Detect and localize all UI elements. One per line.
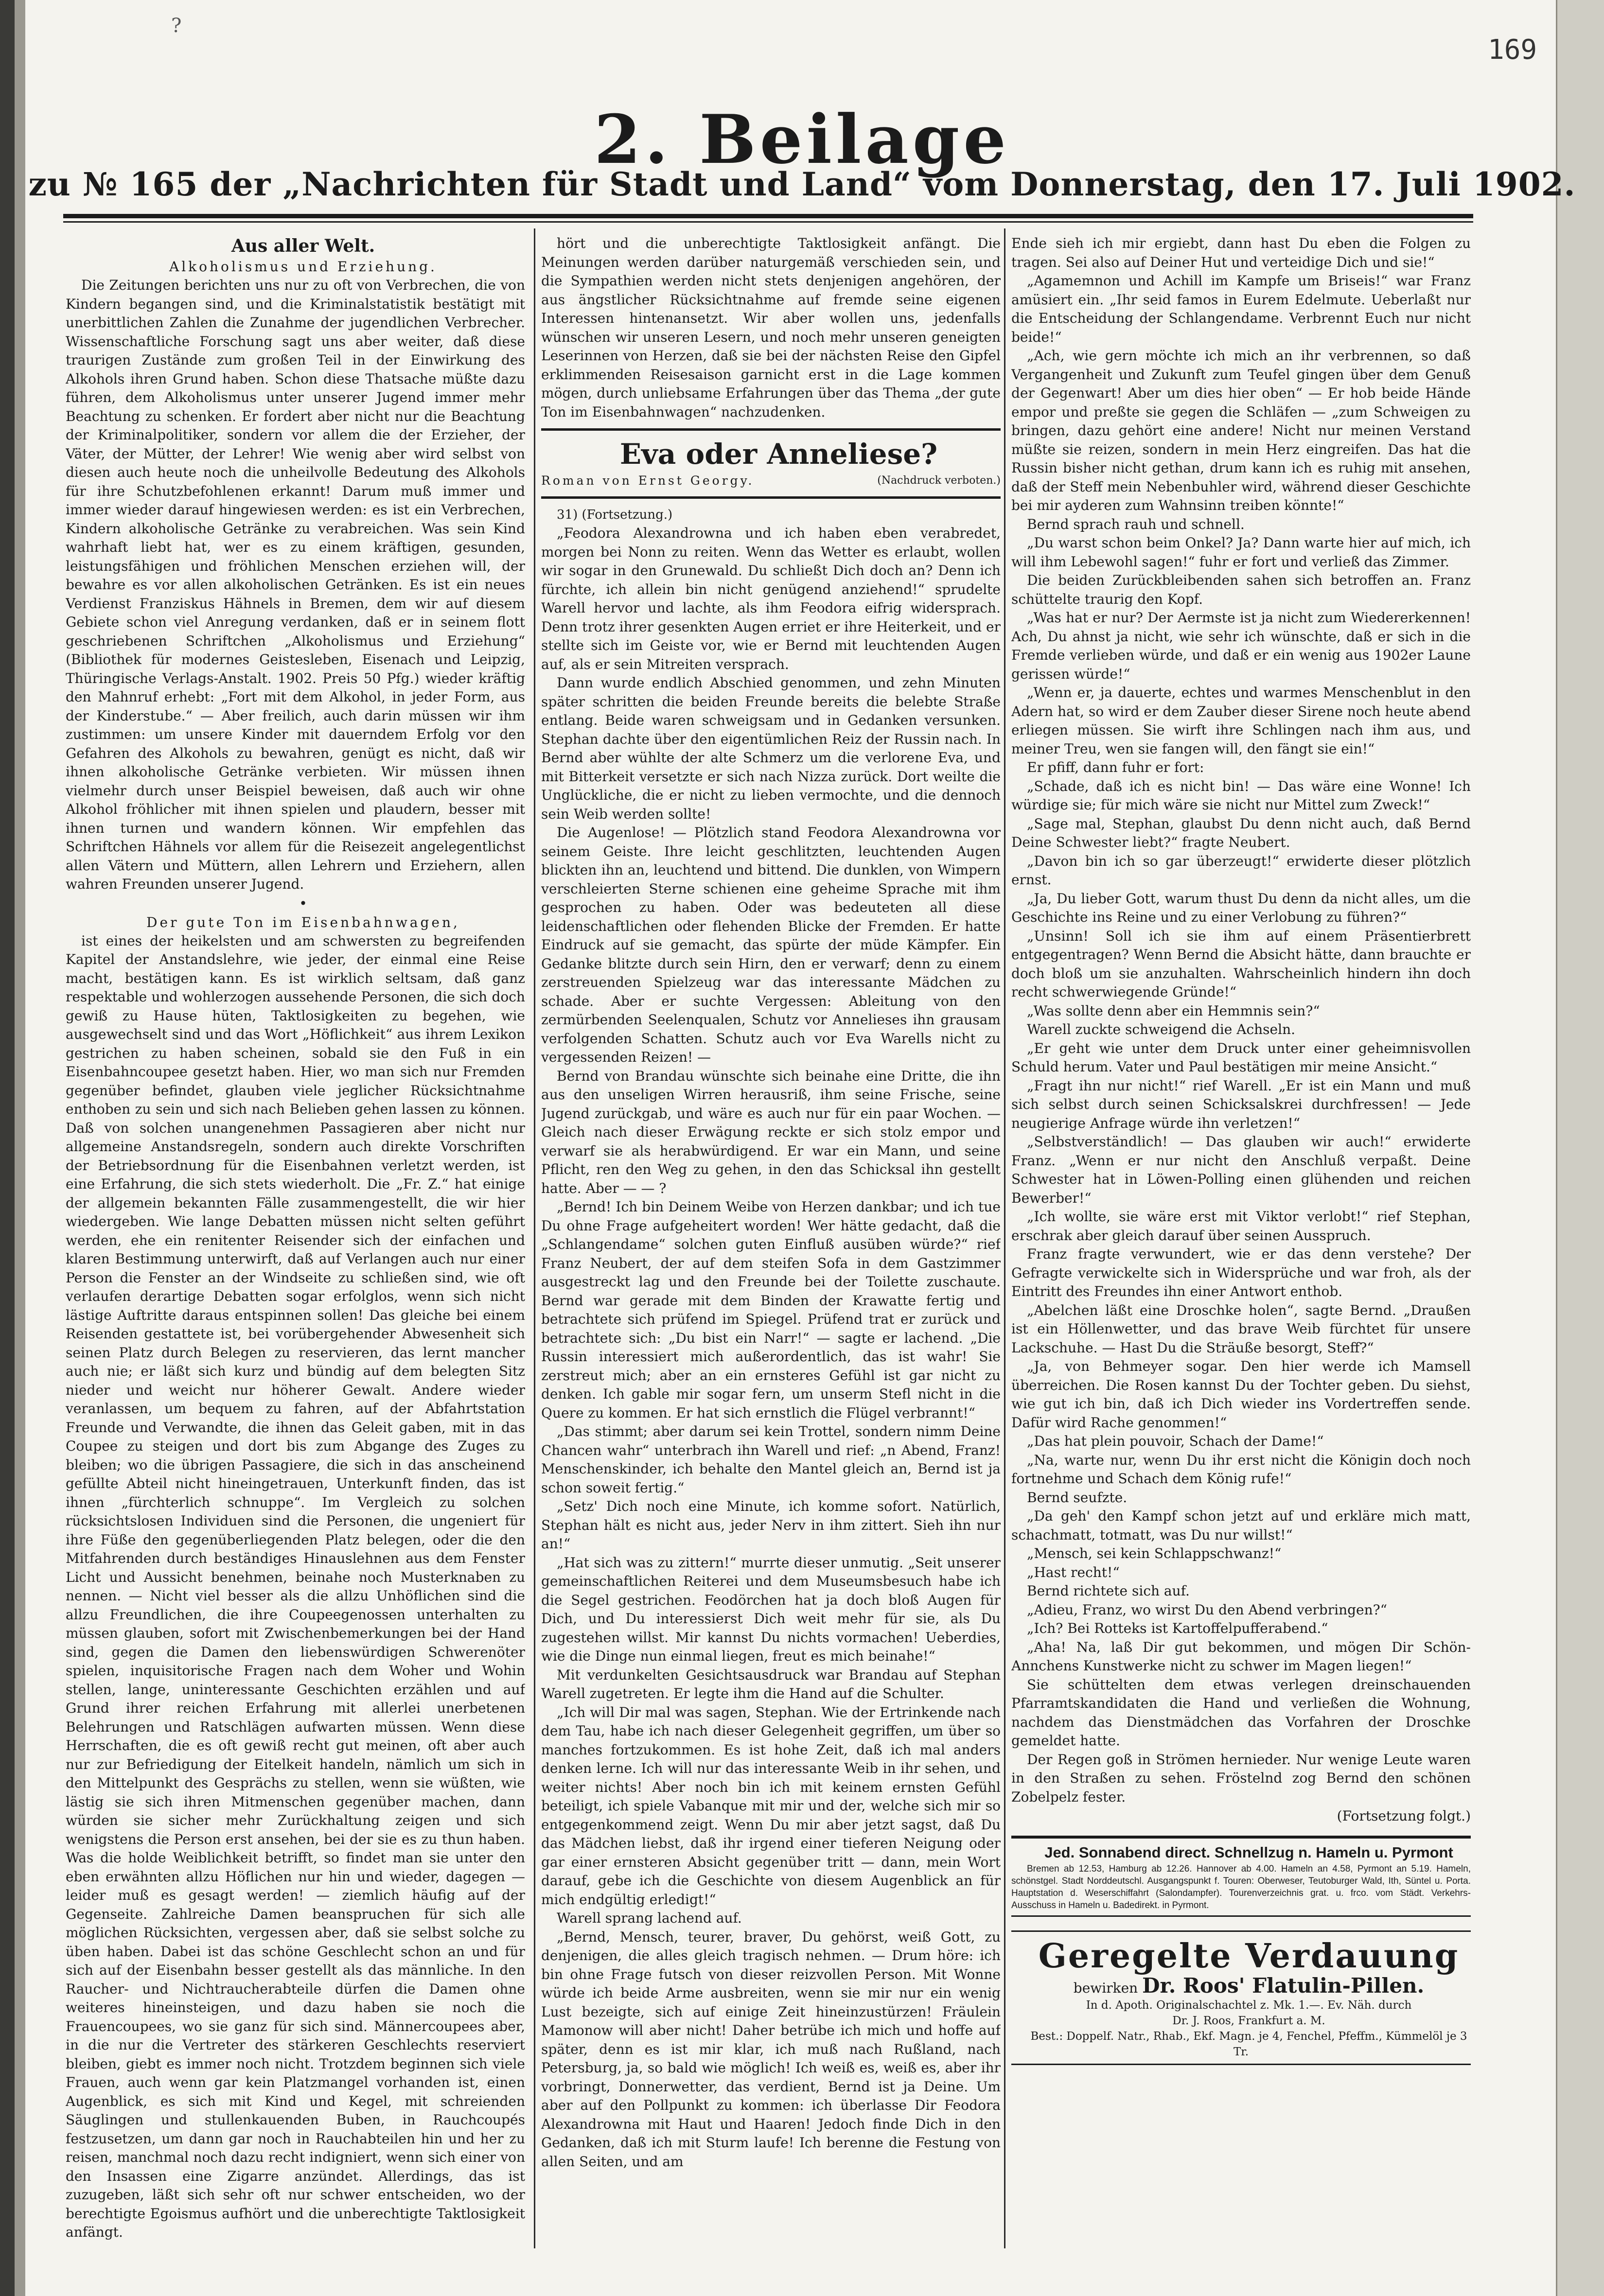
novel-paragraph: „Hat sich was zu zittern!“ murrte dieser unmutig. „Seit unserer gemeinschaftlichen Reiterei und dem Museumsbesuch habe ich die Segel gestrichen. Feodörchen hat ja doch bloß Augen für Dich, und Du interessierst Dich weit mehr für sie, als Du zugestehen willst. Mir kannst Du nichts vormachen! Ueberdies, wie die Dinge nun einmal liegen, freut es mich beinahe!“ bbox=[541, 1554, 1001, 1664]
novel-paragraph: Bernd richtete sich auf. bbox=[1027, 1583, 1190, 1599]
novel-paragraph: „Fragt ihn nur nicht!“ rief Warell. „Er ist ein Mann und muß sich selbst durch seinen Schicksalskrei durchfressen! — Jede neugierige Anfrage würde ihn verletzen!“ bbox=[1011, 1077, 1471, 1131]
advertisement-line-prefix: bewirken bbox=[1073, 1980, 1138, 1996]
novel-author: Roman von Ernst Georgy. bbox=[541, 473, 755, 488]
novel-paragraph: „Ich? Bei Rotteks ist Kartoffelpufferabend.“ bbox=[1027, 1620, 1328, 1636]
novel-paragraph: Er pfiff, dann fuhr er fort: bbox=[1027, 759, 1204, 775]
continued-notice: (Fortsetzung folgt.) bbox=[1337, 1808, 1471, 1824]
column-divider bbox=[1004, 228, 1005, 2248]
masthead-rule-thick bbox=[63, 214, 1473, 218]
novel-paragraph: „Er geht wie unter dem Druck unter einer geheimnisvollen Schuld herum. Vater und Paul bestätigen mir meine Ansicht.“ bbox=[1011, 1040, 1471, 1075]
novel-paragraph: „Sage mal, Stephan, glaubst Du denn nicht auch, daß Bernd Deine Schwester liebt?“ fragte Neubert. bbox=[1011, 815, 1471, 850]
novel-paragraph: „Was hat er nur? Der Aermste ist ja nicht zum Wiedererkennen! Ach, Du ahnst ja nicht, wie sehr ich wünschte, daß er sich in die Fremde verlieben würde, und daß er ein wenig aus 1902er Laune gerissen würde!“ bbox=[1011, 610, 1471, 682]
novel-paragraph: „Unsinn! Soll ich sie ihm auf einem Präsentierbrett entgegentragen? Wenn Bernd die Absicht hätte, dann brauchte er doch bloß um sie anzuhalten. Wahrscheinlich hindern ihn doch recht schwerwiegende Gründe!“ bbox=[1011, 928, 1471, 1000]
column-2 bbox=[541, 234, 1001, 2171]
installment-label: 31) (Fortsetzung.) bbox=[557, 507, 673, 522]
novel-paragraph: Bernd seufzte. bbox=[1027, 1489, 1128, 1506]
novel-paragraph: „Abelchen läßt eine Droschke holen“, sagte Bernd. „Draußen ist ein Höllenwetter, und das brave Weib fürchtet für unsere Lackschuhe. — Hast Du die Sträuße besorgt, Steff?“ bbox=[1011, 1302, 1471, 1356]
novel-paragraph: „Das hat plein pouvoir, Schach der Dame!“ bbox=[1027, 1433, 1324, 1449]
reprint-notice: (Nachdruck verboten.) bbox=[877, 474, 1001, 487]
novel-paragraph: „Bernd! Ich bin Deinem Weibe von Herzen dankbar; und ich tue Du ohne Frage aufgeheitert worden! Wer hätte gedacht, daß die „Schlangendame“ solchen guten Einfluß ausüben würde?“ rief Franz Neubert, der auf dem steifen Sofa in dem Gastzimmer ausgestreckt lag und den Freunde bei der Toilette zuschaute. Bernd war gerade mit dem Binden der Krawatte fertig und betrachtete sich prüfend im Spiegel. Prüfend trat er zurück und betrachtete sich: „Du bist ein Narr!“ — sagte er lachend. „Die Russin interessiert mich außerordentlich, das ist wahr! Sie zerstreut mich; aber an ein ernsteres Gefühl ist gar nicht zu denken. Ich gable mir sogar fern, um unserm Stefl nicht in die Quere zu kommen. Er hat sich ernstlich die Flügel verbrannt!“ bbox=[541, 1199, 1001, 1421]
novel-paragraph: „Mensch, sei kein Schlappschwanz!“ bbox=[1027, 1545, 1282, 1561]
novel-paragraph: „Agamemnon und Achill im Kampfe um Briseis!“ war Franz amüsiert ein. „Ihr seid famos in Eurem Edelmute. Ueberlaßt nur die Entscheidung der Schlangendame. Verbrennt Euch nur nicht beide!“ bbox=[1011, 273, 1471, 345]
novel-paragraph: Mit verdunkelten Gesichtsausdruck war Brandau auf Stephan Warell zugetreten. Er legte ihm die Hand auf die Schulter. bbox=[541, 1666, 1001, 1701]
advertisement-body: Bremen ab 12.53, Hamburg ab 12.26. Hannover ab 4.00. Hameln an 4.58, Pyrmont an 5.19. Hameln, schönstgel. Stadt Norddeutschl. Ausgangspunkt f. Touren: Oberweser, Teutoburger Wald, Ith, Süntel u. Porta. Hauptstation d. Weserschiffahrt (Salondampfer). Tourenverzeichnis grat. u. frco. vom Städt. Verkehrs-Ausschuss in Hameln u. Badedirekt. in Pyrmont. bbox=[1011, 1864, 1471, 1910]
novel-paragraph: „Das stimmt; aber darum sei kein Trottel, sondern nimm Deine Chancen wahr“ unterbrach ihn Warell und rief: „n Abend, Franz! Menschenskinder, ich behalte den Mantel gleich an, Bernd ist ja schon soweit fertig.“ bbox=[541, 1423, 1001, 1496]
novel-paragraph: Die Augenlose! — Plötzlich stand Feodora Alexandrowna vor seinem Geiste. Ihre leicht geschlitzten, leuchtenden Augen blickten ihn an, leuchtend und bittend. Die dunklen, von Wimpern verschleierten Sterne schienen eine geheime Sprache mit ihm gesprochen zu haben. Oder was bedeuteten all diese leidenschaftlichen oder flehenden Blicke der Fremden. Er hatte Eindruck auf sie gemacht, das spürte der müde Kämpfer. Ein Gedanke blitzte durch sein Hirn, den er verwarf; denn zu einem zerstreuenden Spielzeug war das interessante Mädchen zu schade. Aber er suchte Vergessen: Ableitung von den zermürbenden Seelenqualen, Schutz vor Annelieses ihn grausam verfolgenden Schatten. Schutz auch vor Eva Warells nicht zu vergessenden Reizen! — bbox=[541, 824, 1001, 1065]
novel-paragraph: „Ja, von Behmeyer sogar. Den hier werde ich Mamsell überreichen. Die Rosen kannst Du der Tochter geben. Du siehst, wie gut ich bin, daß ich Dich wieder ins Vordertreffen sende. Dafür wird Rache genommen!“ bbox=[1011, 1358, 1471, 1431]
advertisement-product: Dr. Roos' Flatulin-Pillen. bbox=[1142, 1974, 1425, 1998]
article-paragraph: ist eines der heikelsten und am schwersten zu begreifenden Kapitel der Anstandslehre, wie jeder, der einmal eine Reise macht, bestätigen kann. Es ist wirklich seltsam, daß ganz respektable und wohlerzogen aussehende Personen, die sich doch gewiß zu Hause hüten, Taktlosigkeiten zu begehen, wie ausgewechselt sind und das Wort „Höflichkeit“ aus ihrem Lexikon gestrichen zu haben scheinen, sobald sie den Fuß in ein Eisenbahncoupee gesetzt haben. Hier, wo man sich nur Fremden gegenüber befindet, glauben viele jeglicher Rücksichtnahme enthoben zu sein und sich nach Belieben gehen lassen zu können. Daß von solchen unangenehmen Passagieren aber nicht nur allgemeine Anstandsregeln, sondern auch direkte Vorschriften der Betriebsordnung für die Eisenbahnen verletzt werden, ist eine Erfahrung, die sich stets wiederholt. Die „Fr. Z.“ hat einige der allgemein bekannten Fälle zusammengestellt, die wir hier wiedergeben. Wie lange Debatten müssen nicht selten geführt werden, ehe ein renitenter Reisender sich der einfachen und klaren Bestimmung unterwirft, daß auf Verlangen auch nur einer Person die Fenster an der Windseite zu schließen sind, wie oft verlaufen derartige Debatten sogar erfolglos, wenn sich nicht lästige Auftritte daraus entspinnen sollen! Das gleiche bei einem Reisenden gestattete ist, bei vorübergehender Abwesenheit sich seinen Platz durch Belegen zu reservieren, das lernt mancher auch nie; er läßt sich kurz und bündig auf dem belegten Sitz nieder und weicht nur höherer Gewalt. Andere wieder veranlassen, um bequem zu fahren, auf der Abfahrtstation Freunde und Verwandte, die ihnen das Geleit gaben, mit in das Coupee zu steigen und dort bis zum Abgange des Zuges zu bleiben; wo die übrigen Passagiere, die sich in das anscheinend gefüllte Abteil nicht hineingetrauen, Unterkunft finden, das ist ihnen „fürchterlich schnuppe“. Im Vergleich zu solchen rücksichtslosen Individuen sind die Personen, die ungeniert für ihre Füße den gegenüberliegenden Platz belegen, oder die den Mitfahrenden durch beständiges Hinauslehnen aus dem Fenster Licht und Aussicht benehmen, beinahe noch Musterknaben zu nennen. — Nicht viel besser als die allzu Unhöflichen sind die allzu Freundlichen, die ihre Coupeegenossen unterhalten zu müssen glauben, sofort mit Zwischenbemerkungen bei der Hand sind, gegen die Damen den liebenswürdigen Schwerenöter spielen, inquisitorische Fragen nach dem Woher und Wohin stellen, lange, uninteressante Geschichten erzählen und auf Grund ihrer reichen Erfahrung mit allerlei unerbetenen Belehrungen und Ratschlägen aufwarten müssen. Wenn diese Herrschaften, die es oft gewiß recht gut meinen, oft aber auch nur zur Befriedigung der Eitelkeit handeln, nämlich um sich in den Mittelpunkt des Gesprächs zu stellen, wenn sie wüßten, wie lästig sie sich ihren Mitmenschen gegenüber machen, dann würden sie sicher mehr Zurückhaltung zeigen und sich wenigstens die Person erst ansehen, bei der sie es zu thun haben. Was die holde Weiblichkeit betrifft, so findet man sie unter den eben erwähnten allzu Höflichen nur hin und wieder, dagegen — leider muß es gesagt werden! — ziemlich häufig auf der Gegenseite. Zahlreiche Damen beanspruchen für sich alle möglichen Rücksichten, vergessen aber, daß sie selbst solche zu üben haben. Dabei ist das schöne Geschlecht schon an und für sich auf der Eisenbahn besser gestellt als das männliche. In den Raucher- und Nichtraucherabteile dürfen die Damen ohne weiteres hineinsteigen, und dazu haben sie noch die Frauencoupees, wo sie ganz für sich sind. Männercoupees aber, in die nur die Vertreter des stärkeren Geschlechts reserviert bleiben, giebt es immer noch nicht. Trotzdem beginnen sich viele Frauen, auch wenn gar kein Platzmangel vorhanden ist, einen Augenblick, es sich mit Kind und Kegel, mit schreienden Säuglingen und stullenkauenden Buben, in Rauchcoupés festzusetzen, um dann gar noch in Rauchabteilen hin und her zu reisen, manchmal noch dazu recht indigniert, wenn sich einer von den Insassen eine Zigarre anzündet. Allerdings, das ist zuzugeben, läßt sich sehr oft nur schwer entscheiden, wo der berechtigte Egoismus aufhört und die unberechtigte Taktlosigkeit anfängt. bbox=[66, 932, 525, 2240]
novel-paragraph: „Wenn er, ja dauerte, echtes und warmes Menschenblut in den Adern hat, so wird er dem Zauber dieser Sirene noch heute abend erliegen müssen. Sie wirft ihre Schlingen nach ihm aus, und meiner Treu, wen sie fangen will, den fängt sie ein!“ bbox=[1011, 684, 1471, 757]
novel-title: Eva oder Anneliese? bbox=[619, 438, 938, 471]
page-edge-shadow bbox=[15, 0, 25, 2296]
advertisement-line: Dr. J. Roos, Frankfurt a. M. bbox=[1172, 2015, 1325, 2027]
novel-byline bbox=[541, 472, 1001, 491]
novel-paragraph: „Adieu, Franz, wo wirst Du den Abend verbringen?“ bbox=[1027, 1601, 1387, 1618]
novel-paragraph: „Davon bin ich so gar überzeugt!“ erwiderte dieser plötzlich ernst. bbox=[1011, 853, 1471, 888]
novel-paragraph: „Na, warte nur, wenn Du ihr erst nicht die Königin doch noch fortnehme und Schach dem König rufe!“ bbox=[1011, 1452, 1471, 1487]
advertisement-headline: Jed. Sonnabend direct. Schnellzug n. Hameln u. Pyrmont bbox=[1044, 1844, 1453, 1861]
page-edge-right bbox=[1556, 0, 1604, 2296]
section-separator: • bbox=[299, 895, 307, 911]
novel-paragraph: „Ach, wie gern möchte ich mich an ihr verbrennen, so daß Vergangenheit und Zukunft zum Teufel gingen über dem Genuß der Gegenwart! Aber um dies hier oben“ — Er hob beide Hände empor und preßte sie gegen die Schläfen — „zum Schweigen zu bringen, dazu gehört eine andere! Nicht nur meinen Verstand müßte sie reizen, sondern in mein Herz eingreifen. Das hat die Russin bisher nicht gethan, drum kann ich es ruhig mit ansehen, daß der Steff mein Nebenbuhler wird, während dieser Geschichte bei mir ayderen zum Wahnsinn treiben könnte!“ bbox=[1011, 348, 1471, 513]
pill-advertisement bbox=[1011, 1930, 1471, 2065]
masthead-subtitle: zu № 165 der „Nachrichten für Stadt und Land“ vom Donnerstag, den 17. Juli 1902. bbox=[28, 165, 1576, 203]
novel-paragraph: „Feodora Alexandrowna und ich haben eben verabredet, morgen bei Nonn zu reiten. Wenn das Wetter es erlaubt, wollen wir sogar in den Grunewald. Du schließt Dich doch an? Denn ich fürchte, ich allein bin nicht genügend anziehend!“ sprudelte Warell hervor und lachte, als ihm Feodora eifrig widersprach. Denn trotz ihrer gesenkten Augen erriet er ihre Heiterkeit, und er stellte sich im Geiste vor, wie er Bernd mit leuchtenden Augen auf, als er sein Mitreiten versprach. bbox=[541, 525, 1001, 672]
advertisement-title: Geregelte Verdauung bbox=[1038, 1937, 1460, 1976]
advertisement-ingredients: Best.: Doppelf. Natr., Rhab., Ekf. Magn. je 4, Fenchel, Pfeffm., Kümmelöl je 3 Tr. bbox=[1030, 2030, 1467, 2058]
novel-paragraph: Warell sprang lachend auf. bbox=[557, 1910, 742, 1926]
advertisement-line bbox=[1011, 1974, 1471, 1998]
novel-paragraph: Bernd von Brandau wünschte sich beinahe eine Dritte, die ihn aus den unseligen Wirren herausriß, ihm seine Frische, seine Jugend zurückgab, und wäre es auch nur für ein paar Wochen. — Gleich nach dieser Erwägung reckte er sich stolz empor und verwarf sie als herabwürdigend. Er war ein Mann, und seine Pflicht, ren den Weg zu gehen, in den das Schicksal ihn gestellt hatte. Aber — — ? bbox=[541, 1068, 1001, 1196]
novel-paragraph: „Du warst schon beim Onkel? Ja? Dann warte hier auf mich, ich will ihm Lebewohl sagen!“ fuhr er fort und verließ das Zimmer. bbox=[1011, 535, 1471, 570]
masthead-rule-thin bbox=[63, 221, 1473, 223]
advertisement-line: In d. Apoth. Originalschachtel z. Mk. 1.—. Ev. Näh. durch bbox=[1086, 1999, 1412, 2012]
novel-paragraph: Franz fragte verwundert, wie er das denn verstehe? Der Gefragte verwickelte sich in Widersprüche und war froh, als der Eintritt des Freundes ihn einer Antwort enthob. bbox=[1011, 1246, 1471, 1299]
novel-paragraph: Der Regen goß in Strömen hernieder. Nur wenige Leute waren in den Straßen zu sehen. Fröstelnd zog Bernd den schönen Zobelpelz fester. bbox=[1011, 1751, 1471, 1805]
novel-paragraph: „Ja, Du lieber Gott, warum thust Du denn da nicht alles, um die Geschichte ins Reine und zu einer Verlobung zu führen?“ bbox=[1011, 890, 1471, 925]
novel-paragraph: „Setz' Dich noch eine Minute, ich komme sofort. Natürlich, Stephan hält es nicht aus, jeder Nerv in ihm zittert. Sieh ihn nur an!“ bbox=[541, 1498, 1001, 1552]
article-paragraph: Die Zeitungen berichten uns nur zu oft von Verbrechen, die von Kindern begangen sind, und die Kriminalstatistik bestätigt mit unerbittlichen Zahlen die Zunahme der jugendlichen Verbrecher. Wissenschaftliche Forschung sagt uns aber weiter, daß diese traurigen Zustände zum großen Teil in der Einwirkung des Alkohols ihren Grund haben. Schon diese Thatsache müßte dazu führen, dem Alkoholismus unter unserer Jugend immer mehr Beachtung zu schenken. Er fordert aber nicht nur die Beachtung der Kriminalpolitiker, sondern vor allem die der Erzieher, der Väter, der Mütter, der Lehrer! Wie wenig aber wird selbst von diesen auch heute noch die unheilvolle Bedeutung des Alkohols für ihre Schutzbefohlenen erkannt! Darum muß immer und immer wieder darauf hingewiesen werden: es ist ein Verbrechen, Kindern alkoholische Getränke zu verabreichen. Was sein Kind wahrhaft liebt hat, wer es zu einem kräftigen, gesunden, leistungsfähigen und fröhlichen Menschen erziehen will, der bewahre es vor allen alkoholischen Getränken. Es ist ein neues Verdienst Franziskus Hähnels in Bremen, dem wir auf diesem Gebiete schon viel Anregung verdanken, daß er in seinem flott geschriebenen Schriftchen „Alkoholismus und Erziehung“ (Bibliothek für modernes Geistesleben, Eisenach und Leipzig, Thüringische Verlags-Anstalt. 1902. Preis 50 Pfg.) wieder kräftig den Mahnruf erhebt: „Fort mit dem Alkohol, in jeder Form, aus der Kinderstube.“ — Aber freilich, auch darin müssen wir ihm zustimmen: um unsere Kinder mit dauerndem Erfolg vor den Gefahren des Alkohols zu bewahren, genügt es nicht, daß wir ihnen alkoholische Getränke verbieten. Wir müssen ihnen vielmehr durch unser Beispiel beweisen, daß auch wir ohne Alkohol fröhlicher mit ihnen spielen und plaudern, besser mit ihnen turnen und wandern können. Wir empfehlen das Schriftchen Hähnels vor allem für die Reisezeit angelegentlichst allen Vätern und Müttern, allen Lehrern und Erziehern, allen wahren Freunden unserer Jugend. bbox=[66, 277, 525, 892]
novel-paragraph: Dann wurde endlich Abschied genommen, und zehn Minuten später schritten die beiden Freunde bereits die belebte Straße entlang. Beide waren schweigsam und in Gedanken versunken. Stephan dachte über den eigentümlichen Reiz der Russin nach. In Bernd aber wühlte der alte Schmerz um die verlorene Eva, und mit Bitterkeit versetzte er sich nach Nizza zurück. Dort weilte die Unglückliche, die er nicht zu lieben vermochte, und die dennoch sein Weib werden sollte! bbox=[541, 675, 1001, 822]
novel-paragraph: „Selbstverständlich! — Das glauben wir auch!“ erwiderte Franz. „Wenn er nur nicht den Anschluß verpaßt. Deine Schwester hat in Löwen-Polling einen glühenden und reichen Bewerber!“ bbox=[1011, 1134, 1471, 1206]
novel-paragraph: „Was sollte denn aber ein Hemmnis sein?“ bbox=[1027, 1002, 1320, 1019]
novel-paragraph: „Schade, daß ich es nicht bin! — Das wäre eine Wonne! Ich würdige sie; für mich wäre sie nicht nur Mittel zum Zweck!“ bbox=[1011, 778, 1471, 813]
novel-paragraph: „Bernd, Mensch, teurer, braver, Du gehörst, weiß Gott, zu denjenigen, die alles gleich tragisch nehmen. — Drum höre: ich bin ohne Frage futsch von dieser reizvollen Person. Mit Wonne würde ich beide Arme ausbreiten, wenn sie mir nur ein wenig Lust bezeigte, sich auf einige Zeit hineinzustürzen! Fräulein Mamonow will aber nicht! Daher betrübe ich mich und hoffe auf später, denn es ist mir klar, ich muß nach Rußland, nach Petersburg, ja, so bald wie möglich! Ich weiß es, weiß es, aber ihr vorbringt, Donnerwetter, das verdient, Bernd ist ja Deine. Um aber auf den Pollpunkt zu kommen: ich überlasse Dir Feodora Alexandrowna mit Haut und Haaren! Jedoch finde Dich in den Gedanken, daß ich mit Sturm laufe! Ich berenne die Festung von allen Seiten, und am bbox=[541, 1928, 1001, 2170]
column-1 bbox=[66, 234, 525, 2242]
railway-advertisement bbox=[1011, 1836, 1471, 1917]
novel-paragraph: „Ich will Dir mal was sagen, Stephan. Wie der Ertrinkende nach dem Tau, habe ich nach dieser Gelegenheit gegriffen, um über so manches fortzukommen. Es ist hohe Zeit, daß ich mal anders denken lerne. Ich will nur das interessante Weib in ihr sehen, und weiter nichts! Aber noch bin ich mit keinem ernsten Gefühl beteiligt, ich spiele Vabanque mit mir und der, welche sich mir so entgegenkommend zeigt. Wenn Du mir aber jetzt sagst, daß Du das Mädchen liebst, daß ihr irgend einer tieferen Neigung oder gar einer ernsteren Absicht gegenüber tritt — dann, mein Wort darauf, gebe ich die Geschichte von diesem Augenblick an für mich endgültig erledigt!“ bbox=[541, 1704, 1001, 1908]
article-paragraph: hört und die unberechtigte Taktlosigkeit anfängt. Die Meinungen werden darüber naturgemäß verschieden sein, und die Sympathien werden nicht stets denjenigen angehören, der aus ängstlicher Rücksichtnahme auf fremde seine eigenen Interessen hintenansetzt. Wir aber wollen uns, jedenfalls wünschen wir unseren Lesern, und noch mehr unseren geneigten Leserinnen von Herzen, daß sie bei der nächsten Reise den Gipfel erklimmenden Reisesaison garnicht erst in die Lage kommen mögen, durch unliebsame Erfahrungen über das Thema „der gute Ton im Eisenbahnwagen“ nachzudenken. bbox=[541, 235, 1001, 420]
column-divider bbox=[534, 228, 535, 2248]
novel-paragraph: Ende sieh ich mir ergiebt, dann hast Du eben die Folgen zu tragen. Sei also auf Deiner Hut und verteidige Dich und sie!“ bbox=[1011, 235, 1471, 270]
novel-header bbox=[541, 428, 1001, 499]
column-3 bbox=[1011, 234, 1471, 2065]
novel-paragraph: Warell zuckte schweigend die Achseln. bbox=[1027, 1021, 1296, 1037]
head-mark: ? bbox=[171, 15, 182, 37]
article-title: Alkoholismus und Erziehung. bbox=[169, 259, 437, 275]
masthead-title: 2. Beilage bbox=[594, 100, 1010, 179]
page-number: 169 bbox=[1488, 34, 1537, 66]
novel-paragraph: „Ich wollte, sie wäre erst mit Viktor verlobt!“ rief Stephan, erschrak aber gleich darauf über seinen Ausspruch. bbox=[1011, 1209, 1471, 1244]
novel-paragraph: Bernd sprach rauh und schnell. bbox=[1027, 516, 1245, 532]
novel-paragraph: Die beiden Zurückbleibenden sahen sich betroffen an. Franz schüttelte traurig den Kopf. bbox=[1011, 572, 1471, 607]
article-title: Der gute Ton im Eisenbahnwagen, bbox=[146, 914, 460, 930]
novel-paragraph: Sie schüttelten dem etwas verlegen dreinschauenden Pfarramtskandidaten die Hand und verließen die Wohnung, nachdem das Dienstmädchen das Vorfahren der Droschke gemeldet hatte. bbox=[1011, 1676, 1471, 1749]
novel-paragraph: „Aha! Na, laß Dir gut bekommen, und mögen Dir Schön-Annchens Kunstwerke nicht zu schwer im Magen liegen!“ bbox=[1011, 1639, 1471, 1674]
section-title: Aus aller Welt. bbox=[231, 236, 375, 256]
novel-paragraph: „Hast recht!“ bbox=[1027, 1564, 1120, 1580]
novel-paragraph: „Da geh' den Kampf schon jetzt auf und erkläre mich matt, schachmatt, totmatt, was Du nur willst!“ bbox=[1011, 1508, 1471, 1543]
page-edge-left bbox=[0, 0, 15, 2296]
